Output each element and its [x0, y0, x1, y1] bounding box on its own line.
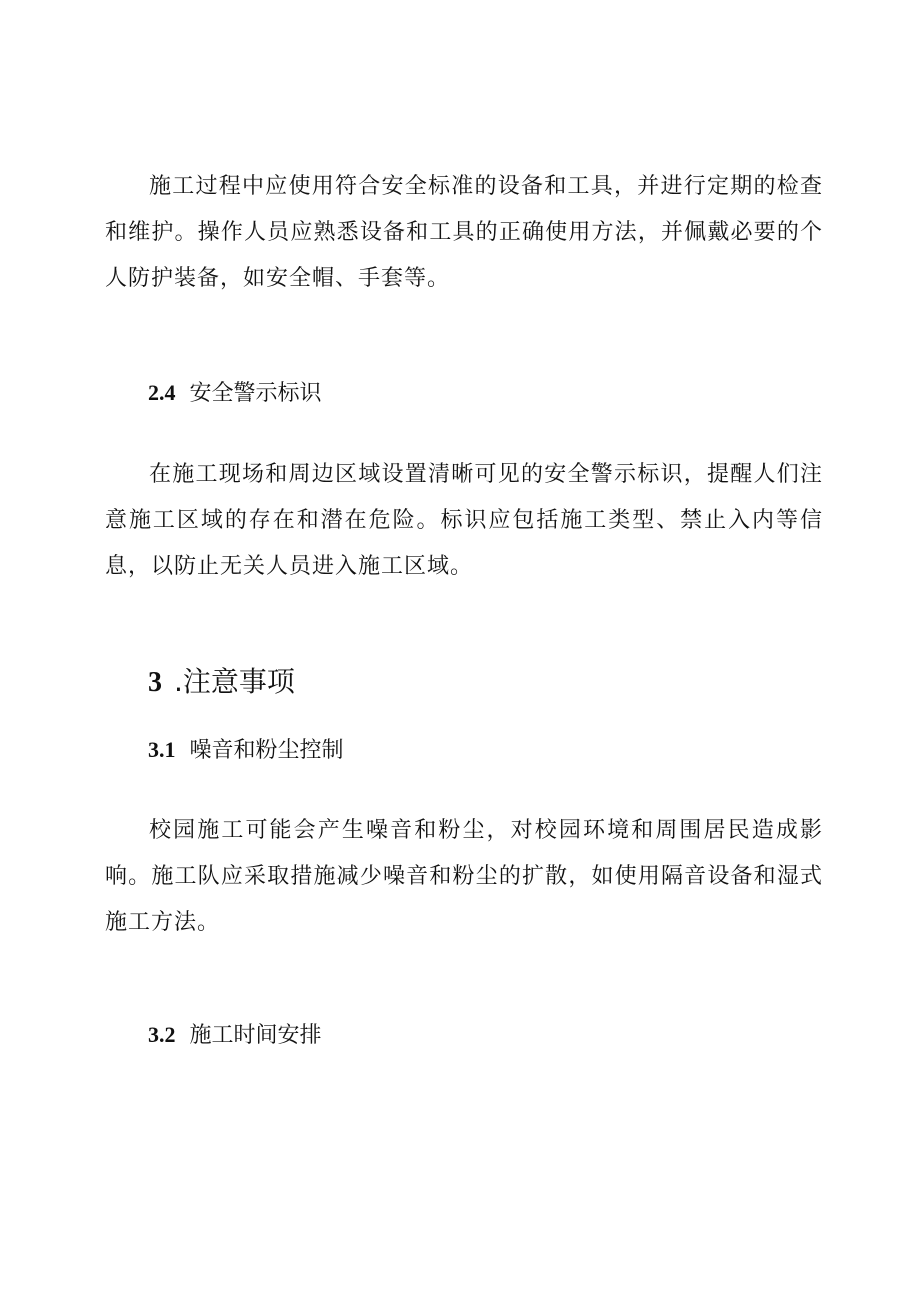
paragraph-noise-dust: 校园施工可能会产生噪音和粉尘，对校园环境和周围居民造成影响。施工队应采取措施减少噪音和粉尘的扩散，如使用隔音设备和湿式施工方法。 — [105, 818, 823, 935]
paragraph-equipment-safety: 施工过程中应使用符合安全标准的设备和工具，并进行定期的检查和维护。操作人员应熟悉设备和工具的正确使用方法，并佩戴必要的个人防护装备，如安全帽、手套等。 — [105, 174, 823, 291]
heading-3-1 — [148, 735, 344, 766]
heading-number: 3.2 — [148, 1022, 176, 1047]
heading-title: .注意事项 — [174, 665, 295, 698]
heading-3-2 — [148, 1020, 322, 1051]
heading-number: 3.1 — [148, 737, 176, 762]
heading-title: 安全警示标识 — [189, 381, 322, 406]
heading-title: 施工时间安排 — [189, 1023, 322, 1048]
heading-number: 3 — [148, 667, 162, 698]
heading-3 — [148, 664, 295, 701]
heading-2-4 — [148, 378, 322, 409]
heading-number: 2.4 — [148, 380, 176, 405]
paragraph-warning-signs: 在施工现场和周边区域设置清晰可见的安全警示标识，提醒人们注意施工区域的存在和潜在危险。标识应包括施工类型、禁止入内等信息，以防止无关人员进入施工区域。 — [105, 462, 823, 579]
heading-title: 噪音和粉尘控制 — [189, 738, 344, 763]
